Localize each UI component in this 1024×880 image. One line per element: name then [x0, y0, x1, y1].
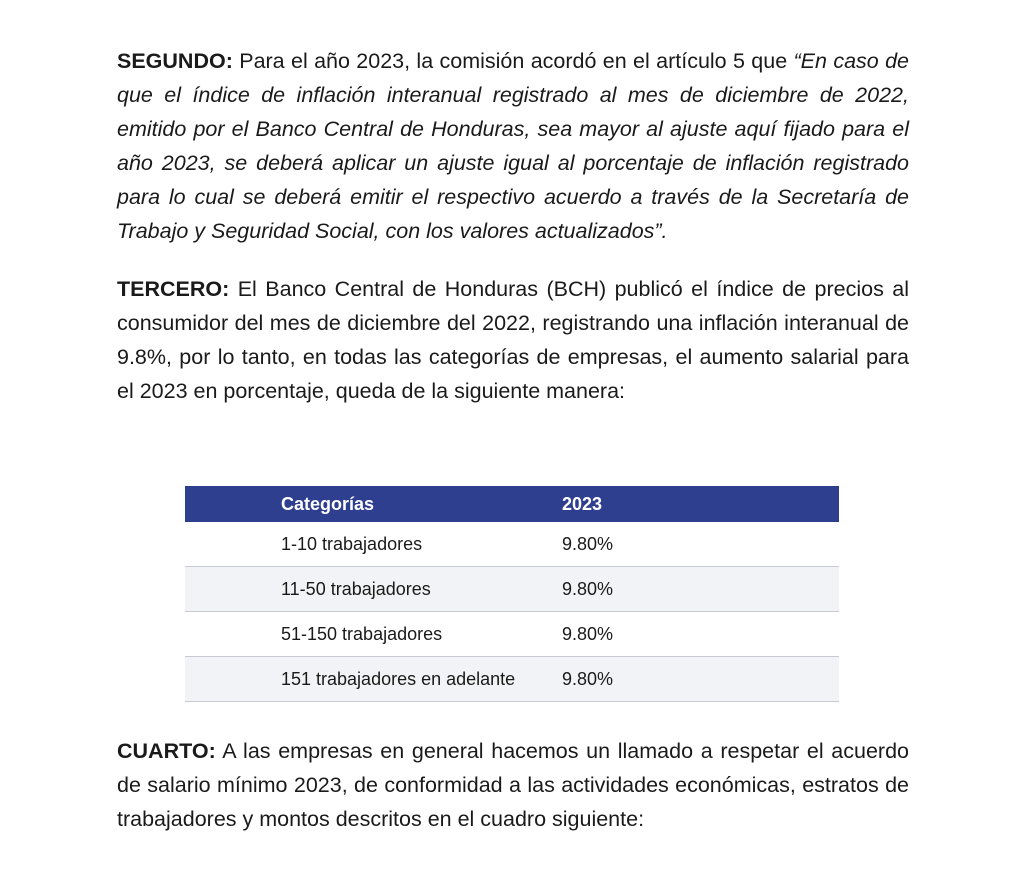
table-header-row — [185, 486, 839, 522]
table-row — [185, 567, 839, 612]
segundo-text: Para el año 2023, la comisión acordó en el artículo 5 que — [232, 49, 794, 73]
tercero-text: El Banco Central de Honduras (BCH) publicó el índice de precios al consumidor del mes de diciembre del 2022, registrando una inflación interanual de 9.8%, por lo tanto, en todas las categorías de empresas, el aumento salarial para el 2023 en porcentaje, queda de la siguiente manera: — [117, 277, 909, 403]
segundo-quote: “En caso de que el índice de inflación interanual registrado al mes de diciembre de 2022, emitido por el Banco Central de Honduras, sea mayor al ajuste aquí fijado para el año 2023, se deberá aplicar un ajuste igual al porcentaje de inflación registrado para lo cual se deberá emitir el respectivo acuerdo a través de la Secretaría de Trabajo y Seguridad Social, con los valores actualizados”. — [117, 49, 909, 243]
table-row — [185, 657, 839, 702]
row-percentage: 9.80% — [562, 522, 839, 567]
row-percentage: 9.80% — [562, 612, 839, 657]
document-body — [117, 44, 909, 408]
row-category: 11-50 trabajadores — [185, 567, 562, 612]
row-category: 151 trabajadores en adelante — [185, 657, 562, 702]
paragraph-segundo — [117, 44, 909, 248]
categories-table — [185, 486, 839, 702]
header-categorias: Categorías — [281, 493, 375, 514]
row-category: 1-10 trabajadores — [185, 522, 562, 567]
salary-increase-table — [185, 486, 839, 702]
cuarto-label: CUARTO: — [117, 739, 216, 763]
tercero-label: TERCERO: — [117, 277, 230, 301]
cuarto-text: A las empresas en general hacemos un llamado a respetar el acuerdo de salario mínimo 2023, de conformidad a las actividades económicas, estratos de trabajadores y montos descritos en el cuadro siguiente: — [117, 739, 909, 831]
row-category: 51-150 trabajadores — [185, 612, 562, 657]
header-2023: 2023 — [562, 493, 603, 514]
paragraph-cuarto — [117, 734, 909, 836]
segundo-label: SEGUNDO: — [117, 49, 233, 73]
row-percentage: 9.80% — [562, 567, 839, 612]
row-percentage: 9.80% — [562, 657, 839, 702]
document-body-bottom — [117, 734, 909, 836]
table-row — [185, 612, 839, 657]
table-row — [185, 522, 839, 567]
paragraph-tercero — [117, 272, 909, 408]
